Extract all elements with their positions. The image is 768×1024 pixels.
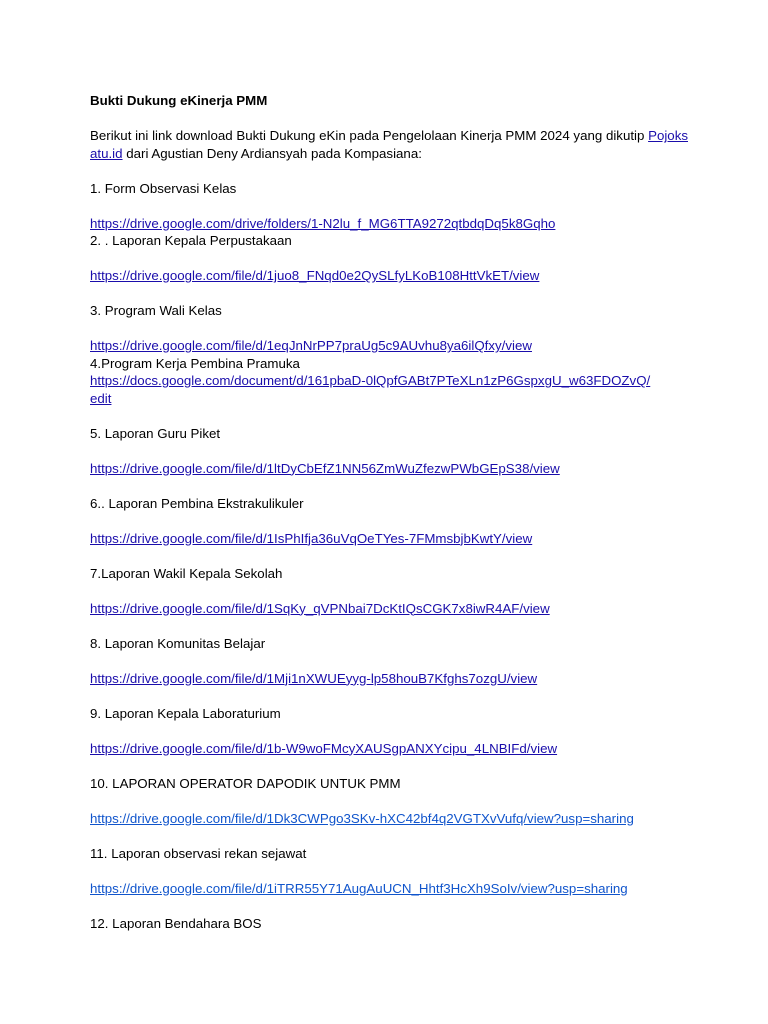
item-link[interactable] [90,373,650,406]
intro-text-before: Berikut ini link download Bukti Dukung eKin pada Pengelolaan Kinerja PMM 2024 yang dikutip [90,128,649,143]
intro-text-after: dari Agustian Deny Ardiansyah pada Kompasiana: [122,145,422,161]
item-label: 3. Program Wali Kelas [90,303,222,318]
item-label: 9. Laporan Kepala Laboraturium [90,705,281,721]
item-link[interactable]: https://drive.google.com/drive/folders/1-N2lu_f_MG6TTA9272qtbdqDq5k8Gqho [90,215,556,231]
item-link[interactable]: https://drive.google.com/file/d/1Mji1nXWUEyyg-lp58houB7Kfghs7ozgU/view [90,670,538,686]
item-link[interactable]: https://drive.google.com/file/d/1eqJnNrPP7praUg5c9AUvhu8ya6ilQfxy/view [90,338,532,353]
item-link-line2: edit [90,390,112,406]
item-link[interactable]: https://drive.google.com/file/d/1Dk3CWPgo3SKv-hXC42bf4q2VGTXvVufq/view?usp=sharing [90,810,634,826]
item-label: 10. LAPORAN OPERATOR DAPODIK UNTUK PMM [90,775,401,791]
source-link[interactable]: Pojoksatu.id [90,128,688,161]
document-title: Bukti Dukung eKinerja PMM [90,93,268,108]
item-link[interactable]: https://drive.google.com/file/d/1juo8_FNqd0e2QySLfyLKoB108HttVkET/view [90,268,540,283]
item-link[interactable]: https://drive.google.com/file/d/1IsPhIfja36uVqOeTYes-7FMmsbjbKwtY/view [90,530,533,546]
item-link-line1: https://docs.google.com/document/d/161pbaD-0lQpfGABt7PTeXLn1zP6GspxgU_w63FDOZvQ/ [90,373,651,388]
item-label: 6.. Laporan Pembina Ekstrakulikuler [90,495,304,511]
item-label: 4.Program Kerja Pembina Pramuka [90,355,300,371]
item-label: 8. Laporan Komunitas Belajar [90,635,266,651]
item-label: 12. Laporan Bendahara BOS [90,915,262,931]
intro-paragraph [90,127,690,162]
document-body [90,92,690,932]
item-link[interactable]: https://drive.google.com/file/d/1b-W9woFMcyXAUSgpANXYcipu_4LNBIFd/view [90,740,558,756]
item-label: 7.Laporan Wakil Kepala Sekolah [90,565,283,581]
item-link[interactable]: https://drive.google.com/file/d/1ltDyCbEfZ1NN56ZmWuZfezwPWbGEpS38/view [90,460,560,476]
item-label: 2. . Laporan Kepala Perpustakaan [90,233,292,248]
item-link[interactable]: https://drive.google.com/file/d/1iTRR55Y71AugAuUCN_Hhtf3HcXh9SoIv/view?usp=sharing [90,880,628,896]
item-label: 11. Laporan observasi rekan sejawat [90,845,307,861]
item-label: 1. Form Observasi Kelas [90,180,237,196]
item-label: 5. Laporan Guru Piket [90,425,221,441]
item-link[interactable]: https://drive.google.com/file/d/1SqKy_qVPNbai7DcKtIQsCGK7x8iwR4AF/view [90,600,550,616]
